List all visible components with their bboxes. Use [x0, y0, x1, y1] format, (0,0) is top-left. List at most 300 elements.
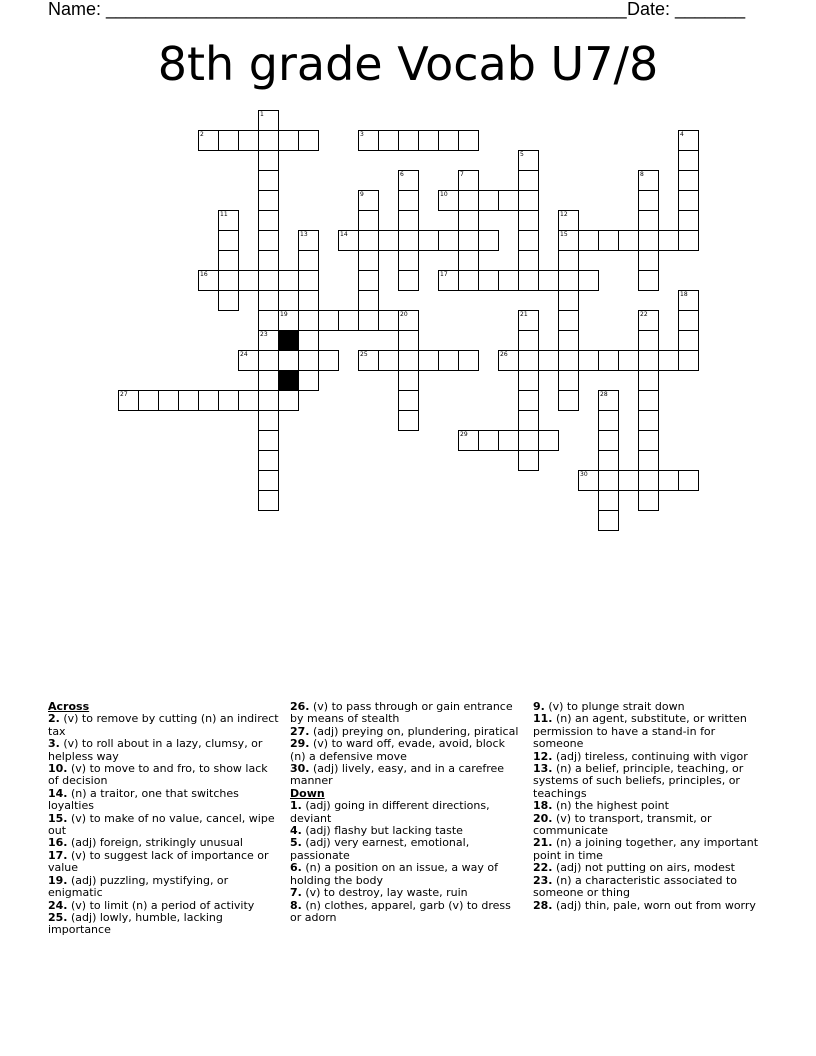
grid-cell[interactable] [258, 370, 279, 391]
clue-item [290, 900, 522, 925]
grid-cell[interactable] [638, 170, 659, 191]
grid-cell[interactable] [578, 350, 599, 371]
grid-cell[interactable] [518, 270, 539, 291]
grid-cell[interactable] [438, 130, 459, 151]
clue-item [533, 875, 765, 900]
grid-cell[interactable] [598, 390, 619, 411]
clue-item [48, 813, 280, 838]
grid-cell[interactable] [318, 350, 339, 371]
grid-cell[interactable] [238, 270, 259, 291]
grid-cell[interactable] [678, 210, 699, 231]
clue-number: 1 [260, 111, 264, 118]
grid-cell[interactable] [258, 450, 279, 471]
clue-item-text: (adj) preying on, plundering, piratical [309, 724, 519, 738]
clue-item-text: (adj) thin, pale, worn out from worry [552, 898, 756, 912]
grid-cell[interactable] [558, 270, 579, 291]
clue-number: 5 [520, 151, 524, 158]
clue-item-text: (v) to make of no value, cancel, wipe out [48, 811, 275, 838]
clue-item-number: 30. [290, 762, 310, 776]
clue-item-number: 2. [48, 712, 60, 726]
grid-cell[interactable] [278, 130, 299, 151]
grid-cell[interactable] [638, 370, 659, 391]
grid-cell[interactable] [638, 330, 659, 351]
grid-cell[interactable] [178, 390, 199, 411]
clue-number: 12 [560, 211, 568, 218]
grid-cell[interactable] [258, 290, 279, 311]
grid-cell[interactable] [198, 390, 219, 411]
name-field-label: Name: ____________________________________________________ [48, 0, 627, 19]
grid-cell[interactable] [238, 350, 259, 371]
clue-item-number: 4. [290, 824, 302, 838]
grid-cell[interactable] [638, 270, 659, 291]
grid-cell[interactable] [678, 330, 699, 351]
grid-cell[interactable] [438, 230, 459, 251]
clue-item-number: 1. [290, 799, 302, 813]
grid-cell[interactable] [638, 210, 659, 231]
clue-item-number: 17. [48, 848, 68, 862]
grid-cell[interactable] [358, 130, 379, 151]
clue-item-number: 11. [533, 712, 553, 726]
grid-cell[interactable] [478, 430, 499, 451]
grid-cell[interactable] [318, 310, 339, 331]
grid-cell[interactable] [678, 150, 699, 171]
clue-item-text: (adj) going in different directions, deviant [290, 799, 490, 825]
clue-item-text: (adj) lowly, humble, lacking importance [48, 910, 223, 937]
grid-cell[interactable] [518, 170, 539, 191]
clue-item-text: (n) a characteristic associated to someone or thing [533, 873, 738, 900]
grid-cell[interactable] [258, 430, 279, 451]
grid-cell[interactable] [358, 350, 379, 371]
clue-number: 24 [240, 351, 248, 358]
black-cell [278, 370, 299, 391]
clue-item [533, 900, 765, 912]
clue-number: 17 [440, 271, 448, 278]
grid-cell[interactable] [298, 230, 319, 251]
black-cell [278, 330, 299, 351]
clue-item-text: (n) a traitor, one that switches loyalties [48, 786, 239, 813]
clue-item-number: 23. [533, 873, 553, 887]
clue-item-number: 8. [290, 898, 302, 912]
clue-item [48, 788, 280, 813]
grid-cell[interactable] [298, 370, 319, 391]
grid-cell[interactable] [558, 350, 579, 371]
grid-cell[interactable] [258, 470, 279, 491]
grid-cell[interactable] [458, 210, 479, 231]
clue-heading-down: Down [290, 786, 325, 800]
clue-number: 16 [200, 271, 208, 278]
grid-cell[interactable] [598, 510, 619, 531]
grid-cell[interactable] [518, 230, 539, 251]
clue-item-text: (n) a joining together, any important point in time [533, 836, 759, 862]
grid-cell[interactable] [558, 330, 579, 351]
grid-cell[interactable] [638, 430, 659, 451]
clue-item-text: (adj) puzzling, mystifying, or enigmatic [48, 873, 229, 900]
grid-cell[interactable] [298, 130, 319, 151]
grid-cell[interactable] [398, 190, 419, 211]
clue-number: 29 [460, 431, 468, 438]
clue-number: 6 [400, 171, 404, 178]
grid-cell[interactable] [658, 230, 679, 251]
clue-item-number: 18. [533, 799, 553, 813]
grid-cell[interactable] [678, 350, 699, 371]
clue-item-number: 13. [533, 762, 553, 776]
grid-cell[interactable] [398, 170, 419, 191]
grid-cell[interactable] [278, 270, 299, 291]
grid-cell[interactable] [458, 270, 479, 291]
grid-cell[interactable] [418, 130, 439, 151]
grid-cell[interactable] [218, 130, 239, 151]
grid-cell[interactable] [218, 210, 239, 231]
clue-item-text: (n) a belief, principle, teaching, or systems of such beliefs, principles, or teachings [533, 762, 744, 800]
grid-cell[interactable] [158, 390, 179, 411]
clue-item-text: (adj) flashy but lacking taste [301, 824, 463, 838]
clue-item-number: 26. [290, 700, 310, 713]
grid-cell[interactable] [638, 190, 659, 211]
grid-cell[interactable] [498, 270, 519, 291]
grid-cell[interactable] [358, 250, 379, 271]
clue-number: 10 [440, 191, 448, 198]
grid-cell[interactable] [518, 310, 539, 331]
grid-cell[interactable] [258, 170, 279, 191]
grid-cell[interactable] [418, 230, 439, 251]
clue-item-number: 27. [290, 724, 310, 738]
grid-cell[interactable] [258, 410, 279, 431]
clue-number: 15 [560, 231, 568, 238]
grid-cell[interactable] [638, 230, 659, 251]
clue-item-number: 7. [290, 886, 302, 900]
clue-item [533, 837, 765, 862]
clue-item-number: 16. [48, 836, 68, 850]
clue-item-text: (n) an agent, substitute, or written permission to have a stand-in for someone [533, 712, 747, 751]
clue-item-number: 29. [290, 737, 310, 751]
clue-item-number: 22. [533, 861, 553, 875]
clue-item-text: (adj) lively, easy, and in a carefree manner [290, 762, 505, 788]
grid-cell[interactable] [578, 230, 599, 251]
grid-cell[interactable] [598, 490, 619, 511]
clue-item-number: 19. [48, 873, 68, 887]
grid-cell[interactable] [678, 290, 699, 311]
grid-cell[interactable] [358, 310, 379, 331]
grid-cell[interactable] [218, 390, 239, 411]
clue-item-text: (adj) tireless, continuing with vigor [552, 749, 748, 763]
grid-cell[interactable] [418, 350, 439, 371]
clue-item [533, 763, 765, 800]
grid-cell[interactable] [478, 190, 499, 211]
clue-item-text: (v) to move to and fro, to show lack of decision [48, 762, 268, 788]
grid-cell[interactable] [498, 350, 519, 371]
grid-cell[interactable] [518, 250, 539, 271]
grid-cell[interactable] [258, 110, 279, 131]
clue-item [48, 713, 280, 738]
clue-item [290, 763, 522, 788]
grid-cell[interactable] [558, 310, 579, 331]
grid-cell[interactable] [258, 210, 279, 231]
grid-cell[interactable] [558, 250, 579, 271]
grid-cell[interactable] [478, 230, 499, 251]
grid-cell[interactable] [518, 150, 539, 171]
grid-cell[interactable] [218, 290, 239, 311]
clue-item-text: (v) to transport, transmit, or communicate [533, 811, 712, 838]
grid-cell[interactable] [638, 390, 659, 411]
grid-cell[interactable] [258, 130, 279, 151]
grid-cell[interactable] [678, 230, 699, 251]
clue-number: 21 [520, 311, 528, 318]
grid-cell[interactable] [298, 350, 319, 371]
clue-number: 19 [280, 311, 288, 318]
clue-item [48, 912, 280, 937]
grid-cell[interactable] [518, 410, 539, 431]
grid-cell[interactable] [578, 270, 599, 291]
clue-number: 26 [500, 351, 508, 358]
clue-number: 2 [200, 131, 204, 138]
grid-cell[interactable] [258, 350, 279, 371]
grid-cell[interactable] [558, 370, 579, 391]
grid-cell[interactable] [578, 470, 599, 491]
grid-cell[interactable] [438, 190, 459, 211]
grid-cell[interactable] [398, 130, 419, 151]
clue-column-1 [48, 701, 280, 937]
grid-cell[interactable] [238, 390, 259, 411]
grid-cell[interactable] [638, 490, 659, 511]
grid-cell[interactable] [398, 210, 419, 231]
grid-cell[interactable] [378, 350, 399, 371]
grid-cell[interactable] [518, 450, 539, 471]
clue-item-text: (v) to suggest lack of importance or value [48, 848, 269, 875]
clue-number: 7 [460, 171, 464, 178]
grid-cell[interactable] [458, 190, 479, 211]
grid-cell[interactable] [358, 290, 379, 311]
clue-item [48, 763, 280, 788]
clue-item-number: 9. [533, 700, 545, 713]
grid-cell[interactable] [558, 210, 579, 231]
grid-cell[interactable] [438, 270, 459, 291]
clue-item-number: 6. [290, 861, 302, 875]
grid-cell[interactable] [398, 410, 419, 431]
grid-cell[interactable] [218, 250, 239, 271]
grid-cell[interactable] [258, 390, 279, 411]
grid-cell[interactable] [678, 310, 699, 331]
grid-cell[interactable] [358, 190, 379, 211]
grid-cell[interactable] [298, 250, 319, 271]
grid-cell[interactable] [618, 230, 639, 251]
grid-cell[interactable] [298, 330, 319, 351]
grid-cell[interactable] [238, 130, 259, 151]
grid-cell[interactable] [138, 390, 159, 411]
clue-item-number: 5. [290, 836, 302, 850]
grid-cell[interactable] [478, 270, 499, 291]
grid-cell[interactable] [458, 250, 479, 271]
clue-item [290, 738, 522, 763]
grid-cell[interactable] [638, 410, 659, 431]
clue-number: 18 [680, 291, 688, 298]
clue-number: 11 [220, 211, 228, 218]
grid-cell[interactable] [358, 210, 379, 231]
clue-item-text: (v) to plunge strait down [544, 700, 685, 713]
grid-cell[interactable] [618, 470, 639, 491]
grid-cell[interactable] [598, 430, 619, 451]
grid-cell[interactable] [558, 230, 579, 251]
grid-cell[interactable] [258, 150, 279, 171]
grid-cell[interactable] [258, 230, 279, 251]
clue-item [48, 738, 280, 763]
grid-cell[interactable] [258, 250, 279, 271]
grid-cell[interactable] [218, 230, 239, 251]
grid-cell[interactable] [518, 390, 539, 411]
grid-cell[interactable] [518, 430, 539, 451]
grid-cell[interactable] [258, 490, 279, 511]
grid-cell[interactable] [438, 350, 459, 371]
grid-cell[interactable] [358, 230, 379, 251]
grid-cell[interactable] [258, 270, 279, 291]
grid-cell[interactable] [298, 310, 319, 331]
grid-cell[interactable] [378, 310, 399, 331]
grid-cell[interactable] [458, 350, 479, 371]
grid-cell[interactable] [458, 430, 479, 451]
grid-cell[interactable] [398, 270, 419, 291]
clue-number: 28 [600, 391, 608, 398]
grid-cell[interactable] [638, 310, 659, 331]
grid-cell[interactable] [358, 270, 379, 291]
clue-item-text: (v) to roll about in a lazy, clumsy, or helpless way [48, 737, 263, 763]
grid-cell[interactable] [598, 450, 619, 471]
grid-cell[interactable] [398, 230, 419, 251]
grid-cell[interactable] [298, 270, 319, 291]
grid-cell[interactable] [338, 230, 359, 251]
grid-cell[interactable] [538, 350, 559, 371]
grid-cell[interactable] [398, 350, 419, 371]
grid-cell[interactable] [678, 190, 699, 211]
grid-cell[interactable] [558, 390, 579, 411]
clue-item [290, 837, 522, 862]
clue-number: 20 [400, 311, 408, 318]
grid-cell[interactable] [518, 330, 539, 351]
clue-item-text: (adj) foreign, strikingly unusual [67, 836, 243, 850]
grid-cell[interactable] [218, 270, 239, 291]
grid-cell[interactable] [258, 310, 279, 331]
grid-cell[interactable] [278, 390, 299, 411]
clue-column-3 [533, 701, 765, 912]
clue-item-text: (adj) not putting on airs, modest [552, 861, 735, 875]
clue-item [290, 862, 522, 887]
grid-cell[interactable] [118, 390, 139, 411]
clue-item [533, 713, 765, 750]
grid-cell[interactable] [658, 350, 679, 371]
clue-item-number: 14. [48, 786, 68, 800]
grid-cell[interactable] [538, 270, 559, 291]
clue-column-2 [290, 701, 522, 924]
grid-cell[interactable] [598, 410, 619, 431]
clue-item-number: 25. [48, 910, 68, 924]
grid-cell[interactable] [538, 430, 559, 451]
clue-item-text: (v) to destroy, lay waste, ruin [301, 886, 468, 900]
grid-cell[interactable] [198, 130, 219, 151]
grid-cell[interactable] [458, 170, 479, 191]
clue-item-number: 10. [48, 762, 68, 776]
clue-item-number: 20. [533, 811, 553, 825]
clue-item-text: (n) the highest point [552, 799, 669, 813]
clue-number: 13 [300, 231, 308, 238]
clue-item-number: 3. [48, 737, 60, 751]
clue-number: 14 [340, 231, 348, 238]
grid-cell[interactable] [518, 350, 539, 371]
clue-item-number: 15. [48, 811, 68, 825]
grid-cell[interactable] [678, 130, 699, 151]
grid-cell[interactable] [258, 330, 279, 351]
clue-number: 22 [640, 311, 648, 318]
grid-cell[interactable] [498, 430, 519, 451]
clue-item-number: 24. [48, 898, 68, 912]
grid-cell[interactable] [458, 130, 479, 151]
grid-cell[interactable] [518, 370, 539, 391]
grid-cell[interactable] [398, 370, 419, 391]
clue-number: 3 [360, 131, 364, 138]
clue-number: 4 [680, 131, 684, 138]
clue-item-number: 28. [533, 898, 553, 912]
grid-cell[interactable] [378, 230, 399, 251]
clue-item-text: (n) clothes, apparel, garb (v) to dress or adorn [290, 898, 511, 924]
clue-number: 27 [120, 391, 128, 398]
clue-item-text: (v) to limit (n) a period of activity [67, 898, 255, 912]
grid-cell[interactable] [298, 290, 319, 311]
grid-cell[interactable] [658, 470, 679, 491]
clue-number: 8 [640, 171, 644, 178]
grid-cell[interactable] [638, 470, 659, 491]
grid-cell[interactable] [518, 210, 539, 231]
clue-item-number: 12. [533, 749, 553, 763]
grid-cell[interactable] [258, 190, 279, 211]
clue-item [533, 813, 765, 838]
grid-cell[interactable] [398, 330, 419, 351]
grid-cell[interactable] [598, 470, 619, 491]
clue-item-text: (v) to ward off, evade, avoid, block (n) a defensive move [290, 737, 505, 763]
grid-cell[interactable] [338, 310, 359, 331]
page-title: 8th grade Vocab U7/8 [157, 37, 659, 91]
grid-cell[interactable] [398, 390, 419, 411]
grid-cell[interactable] [198, 270, 219, 291]
grid-cell[interactable] [618, 350, 639, 371]
clue-item-text: (n) a position on an issue, a way of holding the body [290, 861, 498, 887]
clue-item-text: (v) to remove by cutting (n) an indirect tax [48, 712, 279, 738]
clue-item [290, 800, 522, 825]
grid-cell[interactable] [378, 130, 399, 151]
clue-item [290, 701, 522, 726]
grid-cell[interactable] [498, 190, 519, 211]
grid-cell[interactable] [458, 230, 479, 251]
grid-cell[interactable] [678, 470, 699, 491]
clue-number: 9 [360, 191, 364, 198]
clue-item-number: 21. [533, 836, 553, 850]
grid-cell[interactable] [518, 190, 539, 211]
clue-number: 23 [260, 331, 268, 338]
date-field-label: Date: _______ [627, 0, 746, 19]
clue-heading-across: Across [48, 700, 90, 713]
grid-cell[interactable] [398, 310, 419, 331]
grid-cell[interactable] [558, 290, 579, 311]
grid-cell[interactable] [598, 230, 619, 251]
grid-cell[interactable] [398, 250, 419, 271]
clue-item [48, 850, 280, 875]
clue-item-text: (v) to pass through or gain entrance by means of stealth [290, 700, 513, 726]
clue-number: 25 [360, 351, 368, 358]
grid-cell[interactable] [638, 250, 659, 271]
grid-cell[interactable] [598, 350, 619, 371]
grid-cell[interactable] [678, 170, 699, 191]
grid-cell[interactable] [638, 350, 659, 371]
clue-item [48, 875, 280, 900]
clue-number: 30 [580, 471, 588, 478]
grid-cell[interactable] [638, 450, 659, 471]
grid-cell[interactable] [278, 310, 299, 331]
